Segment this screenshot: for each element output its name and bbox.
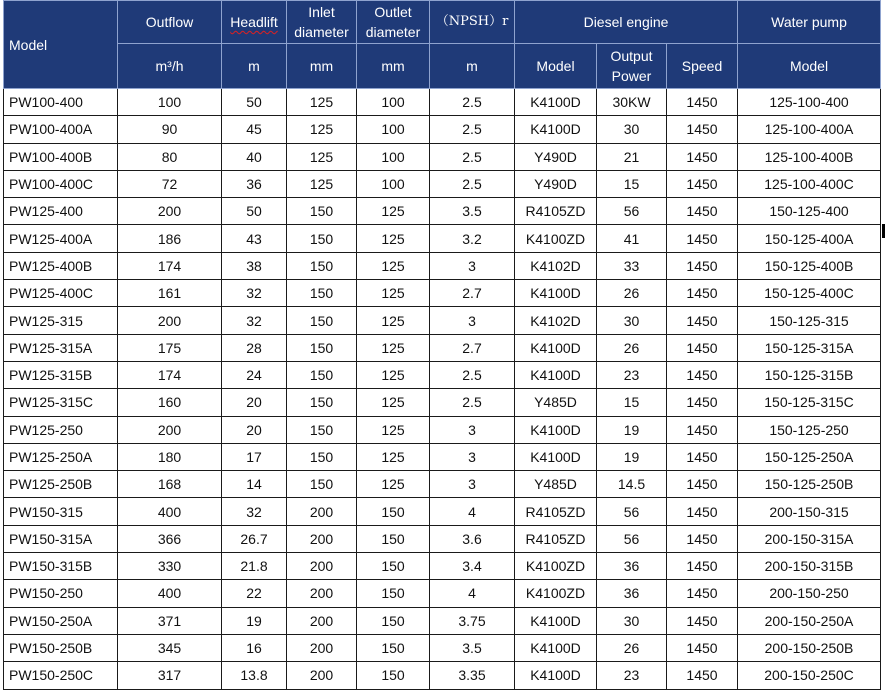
outflow-cell: 366 (118, 525, 222, 552)
table-row (4, 498, 881, 525)
speed-cell: 1450 (667, 607, 738, 634)
pump-model-cell: PW100-400C (4, 170, 118, 197)
outflow-cell: 90 (118, 116, 222, 143)
water-pump-model-cell: 200-150-315B (738, 553, 881, 580)
npsh-cell: 3.4 (430, 553, 515, 580)
headlift-cell: 24 (222, 361, 287, 388)
inlet-diameter-cell: 200 (287, 525, 357, 552)
headlift-cell: 26.7 (222, 525, 287, 552)
water-pump-model-cell: 150-125-400C (738, 280, 881, 307)
output-power-cell: 30KW (597, 89, 667, 116)
speed-cell: 1450 (667, 498, 738, 525)
npsh-cell: 2.5 (430, 89, 515, 116)
outlet-unit: mm (357, 44, 430, 89)
water-pump-model-cell: 200-150-250A (738, 607, 881, 634)
output-power-cell: 30 (597, 116, 667, 143)
npsh-cell: 3.2 (430, 225, 515, 252)
npsh-cell: 2.7 (430, 334, 515, 361)
speed-cell: 1450 (667, 170, 738, 197)
outflow-cell: 72 (118, 170, 222, 197)
speed-header: Speed (667, 44, 738, 89)
engine-model-cell: K4100ZD (515, 225, 597, 252)
engine-model-cell: K4102D (515, 252, 597, 279)
pump-model-cell: PW125-315B (4, 361, 118, 388)
outflow-cell: 400 (118, 498, 222, 525)
output-power-cell: 15 (597, 389, 667, 416)
inlet-diameter-cell: 125 (287, 116, 357, 143)
output-power-cell: 14.5 (597, 471, 667, 498)
outlet-diameter-cell: 125 (357, 416, 430, 443)
pump-model-cell: PW150-250 (4, 580, 118, 607)
output-power-cell: 23 (597, 361, 667, 388)
outflow-cell: 186 (118, 225, 222, 252)
npsh-cell: 2.5 (430, 116, 515, 143)
water-pump-model-cell: 150-125-400 (738, 198, 881, 225)
headlift-cell: 14 (222, 471, 287, 498)
engine-model-cell: K4100D (515, 607, 597, 634)
table-row (4, 416, 881, 443)
speed-cell: 1450 (667, 280, 738, 307)
inlet-diameter-cell: 200 (287, 634, 357, 661)
water-pump-model-cell: 150-125-400A (738, 225, 881, 252)
outlet-diameter-cell: 125 (357, 443, 430, 470)
speed-cell: 1450 (667, 416, 738, 443)
outflow-cell: 400 (118, 580, 222, 607)
outlet-header-line-1: Outlet (374, 4, 412, 20)
npsh-cell: 3 (430, 443, 515, 470)
npsh-cell: 2.5 (430, 143, 515, 170)
outlet-diameter-cell: 100 (357, 143, 430, 170)
table-row (4, 361, 881, 388)
water-pump-model-cell: 150-125-315A (738, 334, 881, 361)
water-pump-model-cell: 200-150-250C (738, 662, 881, 689)
npsh-cell: 2.5 (430, 170, 515, 197)
water-pump-model-cell: 200-150-315A (738, 525, 881, 552)
headlift-cell: 32 (222, 498, 287, 525)
engine-model-cell: K4100D (515, 662, 597, 689)
table-row (4, 252, 881, 279)
engine-model-header: Model (515, 44, 597, 89)
headlift-cell: 38 (222, 252, 287, 279)
headlift-unit: m (222, 44, 287, 89)
inlet-diameter-cell: 150 (287, 443, 357, 470)
npsh-unit: m (430, 44, 515, 89)
outflow-cell: 180 (118, 443, 222, 470)
speed-cell: 1450 (667, 225, 738, 252)
speed-cell: 1450 (667, 662, 738, 689)
speed-cell: 1450 (667, 361, 738, 388)
npsh-header: （NPSH）r (430, 1, 515, 44)
outflow-cell: 100 (118, 89, 222, 116)
inlet-diameter-cell: 150 (287, 389, 357, 416)
npsh-cell: 3 (430, 252, 515, 279)
engine-model-cell: K4100ZD (515, 553, 597, 580)
speed-cell: 1450 (667, 198, 738, 225)
inlet-diameter-cell: 125 (287, 143, 357, 170)
water-pump-model-cell: 200-150-250 (738, 580, 881, 607)
engine-model-cell: K4102D (515, 307, 597, 334)
pump-model-cell: PW100-400B (4, 143, 118, 170)
water-pump-model-cell: 150-125-315 (738, 307, 881, 334)
pump-model-cell: PW125-400C (4, 280, 118, 307)
output-power-cell: 19 (597, 416, 667, 443)
speed-cell: 1450 (667, 580, 738, 607)
outflow-cell: 371 (118, 607, 222, 634)
table-row (4, 89, 881, 116)
pump-model-cell: PW125-315C (4, 389, 118, 416)
output-power-cell: 36 (597, 580, 667, 607)
inlet-diameter-cell: 200 (287, 607, 357, 634)
outlet-diameter-cell: 150 (357, 662, 430, 689)
engine-model-cell: K4100D (515, 416, 597, 443)
output-power-cell: 30 (597, 607, 667, 634)
outflow-unit: m³/h (118, 44, 222, 89)
table-row (4, 525, 881, 552)
inlet-diameter-header (287, 1, 357, 44)
outlet-diameter-cell: 150 (357, 607, 430, 634)
outflow-cell: 200 (118, 307, 222, 334)
output-power-cell: 56 (597, 198, 667, 225)
pump-model-cell: PW150-250A (4, 607, 118, 634)
table-row (4, 170, 881, 197)
table-body (4, 89, 881, 690)
outlet-diameter-cell: 125 (357, 334, 430, 361)
engine-model-cell: K4100D (515, 361, 597, 388)
header-row-units (4, 44, 881, 89)
headlift-header (222, 1, 287, 44)
table-row (4, 198, 881, 225)
table-row (4, 307, 881, 334)
headlift-cell: 19 (222, 607, 287, 634)
table-row (4, 553, 881, 580)
engine-model-cell: K4100D (515, 116, 597, 143)
engine-model-cell: Y490D (515, 170, 597, 197)
table-row (4, 471, 881, 498)
npsh-cell: 3 (430, 416, 515, 443)
output-power-cell: 26 (597, 334, 667, 361)
pump-model-cell: PW125-315A (4, 334, 118, 361)
engine-model-cell: Y485D (515, 471, 597, 498)
pump-model-cell: PW150-250C (4, 662, 118, 689)
outlet-diameter-cell: 125 (357, 471, 430, 498)
output-power-cell: 26 (597, 634, 667, 661)
npsh-cell: 2.5 (430, 361, 515, 388)
engine-model-cell: R4105ZD (515, 198, 597, 225)
inlet-diameter-cell: 200 (287, 498, 357, 525)
outlet-diameter-cell: 150 (357, 498, 430, 525)
outlet-diameter-cell: 100 (357, 170, 430, 197)
engine-model-cell: Y490D (515, 143, 597, 170)
table-row (4, 389, 881, 416)
inlet-diameter-cell: 150 (287, 471, 357, 498)
water-pump-model-cell: 125-100-400B (738, 143, 881, 170)
inlet-diameter-cell: 200 (287, 553, 357, 580)
pump-model-cell: PW125-250B (4, 471, 118, 498)
pump-model-cell: PW125-315 (4, 307, 118, 334)
output-power-cell: 33 (597, 252, 667, 279)
output-power-cell: 56 (597, 525, 667, 552)
water-pump-model-cell: 125-100-400C (738, 170, 881, 197)
outlet-diameter-cell: 125 (357, 198, 430, 225)
speed-cell: 1450 (667, 89, 738, 116)
outflow-cell: 317 (118, 662, 222, 689)
outlet-diameter-cell: 125 (357, 307, 430, 334)
engine-model-cell: R4105ZD (515, 498, 597, 525)
outflow-cell: 168 (118, 471, 222, 498)
water-pump-model-cell: 200-150-315 (738, 498, 881, 525)
npsh-cell: 4 (430, 580, 515, 607)
pump-model-cell: PW100-400A (4, 116, 118, 143)
output-power-cell: 15 (597, 170, 667, 197)
water-pump-model-cell: 150-125-315C (738, 389, 881, 416)
outlet-diameter-cell: 125 (357, 225, 430, 252)
speed-cell: 1450 (667, 553, 738, 580)
engine-model-cell: K4100D (515, 334, 597, 361)
engine-model-cell: K4100D (515, 443, 597, 470)
outflow-cell: 200 (118, 198, 222, 225)
output-power-cell: 30 (597, 307, 667, 334)
water-pump-model-cell: 150-125-250 (738, 416, 881, 443)
table-row (4, 443, 881, 470)
speed-cell: 1450 (667, 525, 738, 552)
inlet-diameter-cell: 150 (287, 280, 357, 307)
output-power-header (597, 44, 667, 89)
engine-model-cell: R4105ZD (515, 525, 597, 552)
outflow-cell: 174 (118, 252, 222, 279)
inlet-unit: mm (287, 44, 357, 89)
inlet-diameter-cell: 200 (287, 662, 357, 689)
table-row (4, 225, 881, 252)
headlift-cell: 22 (222, 580, 287, 607)
headlift-cell: 40 (222, 143, 287, 170)
inlet-header-line-1: Inlet (308, 4, 335, 20)
headlift-cell: 20 (222, 416, 287, 443)
water-pump-model-cell: 200-150-250B (738, 634, 881, 661)
header-row-top (4, 1, 881, 44)
table-row (4, 607, 881, 634)
speed-cell: 1450 (667, 389, 738, 416)
pump-model-cell: PW125-400 (4, 198, 118, 225)
pump-model-cell: PW125-250A (4, 443, 118, 470)
npsh-cell: 2.7 (430, 280, 515, 307)
pump-model-cell: PW100-400 (4, 89, 118, 116)
headlift-cell: 32 (222, 280, 287, 307)
inlet-diameter-cell: 150 (287, 225, 357, 252)
outflow-cell: 161 (118, 280, 222, 307)
inlet-diameter-cell: 125 (287, 89, 357, 116)
inlet-diameter-cell: 150 (287, 307, 357, 334)
outlet-header-line-2: diameter (365, 24, 421, 40)
output-power-cell: 56 (597, 498, 667, 525)
outflow-cell: 160 (118, 389, 222, 416)
headlift-cell: 16 (222, 634, 287, 661)
pump-model-cell: PW150-315B (4, 553, 118, 580)
speed-cell: 1450 (667, 634, 738, 661)
inlet-header-line-2: diameter (294, 24, 349, 40)
pump-model-cell: PW125-400B (4, 252, 118, 279)
table-row (4, 580, 881, 607)
pump-model-cell: PW125-250 (4, 416, 118, 443)
speed-cell: 1450 (667, 334, 738, 361)
outlet-diameter-cell: 100 (357, 89, 430, 116)
headlift-cell: 43 (222, 225, 287, 252)
headlift-cell: 13.8 (222, 662, 287, 689)
outflow-cell: 200 (118, 416, 222, 443)
npsh-cell: 3.75 (430, 607, 515, 634)
inlet-diameter-cell: 150 (287, 252, 357, 279)
table-row (4, 634, 881, 661)
outlet-diameter-cell: 150 (357, 553, 430, 580)
speed-cell: 1450 (667, 116, 738, 143)
table-row (4, 143, 881, 170)
speed-cell: 1450 (667, 471, 738, 498)
diesel-engine-header: Diesel engine (515, 1, 738, 44)
outlet-diameter-header (357, 1, 430, 44)
pump-model-cell: PW150-315 (4, 498, 118, 525)
inlet-diameter-cell: 200 (287, 580, 357, 607)
outflow-header: Outflow (118, 1, 222, 44)
npsh-cell: 3 (430, 471, 515, 498)
outflow-cell: 345 (118, 634, 222, 661)
output-power-cell: 26 (597, 280, 667, 307)
headlift-cell: 32 (222, 307, 287, 334)
outflow-cell: 330 (118, 553, 222, 580)
water-pump-header: Water pump (738, 1, 881, 44)
outflow-cell: 175 (118, 334, 222, 361)
headlift-cell: 17 (222, 443, 287, 470)
engine-model-cell: Y485D (515, 389, 597, 416)
output-power-cell: 21 (597, 143, 667, 170)
headlift-cell: 21.8 (222, 553, 287, 580)
output-power-line-1: Output (610, 48, 653, 64)
water-pump-model-cell: 150-125-400B (738, 252, 881, 279)
speed-cell: 1450 (667, 252, 738, 279)
engine-model-cell: K4100ZD (515, 580, 597, 607)
pump-model-cell: PW150-315A (4, 525, 118, 552)
inlet-diameter-cell: 150 (287, 198, 357, 225)
headlift-cell: 36 (222, 170, 287, 197)
outflow-cell: 174 (118, 361, 222, 388)
engine-model-cell: K4100D (515, 280, 597, 307)
npsh-cell: 4 (430, 498, 515, 525)
engine-model-cell: K4100D (515, 634, 597, 661)
table-row (4, 662, 881, 689)
water-pump-model-cell: 125-100-400 (738, 89, 881, 116)
outlet-diameter-cell: 125 (357, 252, 430, 279)
water-pump-model-cell: 150-125-250B (738, 471, 881, 498)
headlift-cell: 20 (222, 389, 287, 416)
outlet-diameter-cell: 150 (357, 634, 430, 661)
pump-model-header: Model (738, 44, 881, 89)
output-power-cell: 19 (597, 443, 667, 470)
pump-spec-table (3, 0, 881, 690)
npsh-cell: 3.5 (430, 198, 515, 225)
pump-model-cell: PW125-400A (4, 225, 118, 252)
npsh-cell: 3 (430, 307, 515, 334)
headlift-header-label: Headlift (230, 14, 278, 30)
inlet-diameter-cell: 125 (287, 170, 357, 197)
output-power-cell: 41 (597, 225, 667, 252)
outlet-diameter-cell: 150 (357, 525, 430, 552)
table-row (4, 280, 881, 307)
speed-cell: 1450 (667, 143, 738, 170)
outlet-diameter-cell: 125 (357, 280, 430, 307)
water-pump-model-cell: 150-125-250A (738, 443, 881, 470)
headlift-cell: 50 (222, 198, 287, 225)
outlet-diameter-cell: 125 (357, 361, 430, 388)
speed-cell: 1450 (667, 307, 738, 334)
inlet-diameter-cell: 150 (287, 361, 357, 388)
output-power-line-2: Power (611, 68, 652, 84)
outlet-diameter-cell: 150 (357, 580, 430, 607)
water-pump-model-cell: 125-100-400A (738, 116, 881, 143)
engine-model-cell: K4100D (515, 89, 597, 116)
headlift-cell: 28 (222, 334, 287, 361)
inlet-diameter-cell: 150 (287, 416, 357, 443)
speed-cell: 1450 (667, 443, 738, 470)
table-row (4, 116, 881, 143)
pump-model-cell: PW150-250B (4, 634, 118, 661)
outflow-cell: 80 (118, 143, 222, 170)
npsh-cell: 3.6 (430, 525, 515, 552)
npsh-cell: 3.5 (430, 634, 515, 661)
headlift-cell: 50 (222, 89, 287, 116)
outlet-diameter-cell: 125 (357, 389, 430, 416)
npsh-cell: 2.5 (430, 389, 515, 416)
model-header: Model (4, 1, 118, 89)
headlift-cell: 45 (222, 116, 287, 143)
npsh-cell: 3.35 (430, 662, 515, 689)
table-row (4, 334, 881, 361)
outlet-diameter-cell: 100 (357, 116, 430, 143)
water-pump-model-cell: 150-125-315B (738, 361, 881, 388)
inlet-diameter-cell: 150 (287, 334, 357, 361)
output-power-cell: 36 (597, 553, 667, 580)
output-power-cell: 23 (597, 662, 667, 689)
